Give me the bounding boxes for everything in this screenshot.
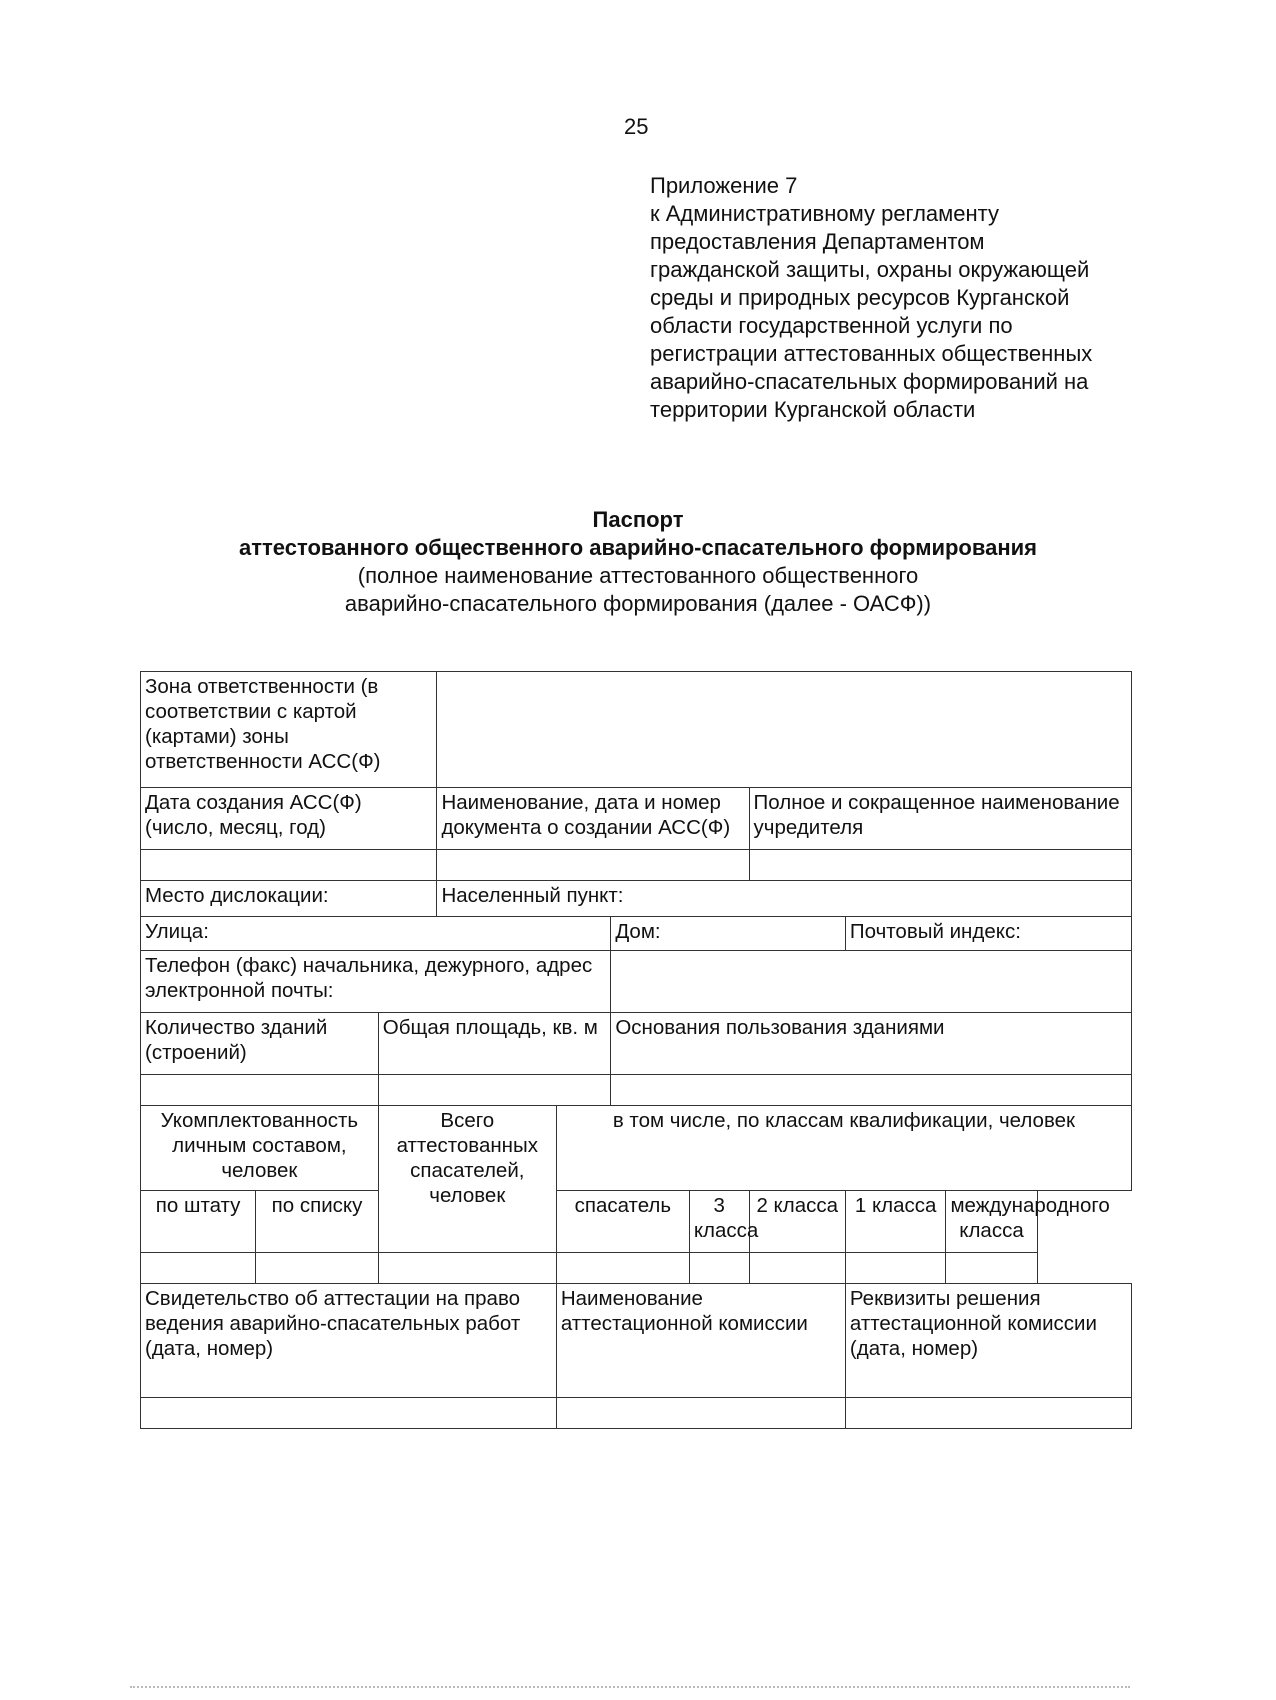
class2-value[interactable] [749, 1253, 845, 1284]
street-label: Улица: [141, 917, 611, 951]
creation-document-value[interactable] [437, 850, 749, 881]
appendix-line: территории Курганской области [650, 397, 976, 422]
page-number: 25 [624, 114, 649, 139]
document-title: Паспорт [592, 507, 684, 532]
certificate-label: Свидетельство об аттестации на право ведения аварийно-спасательных работ (дата, номер) [141, 1284, 557, 1398]
international-label: международного класса [946, 1191, 1037, 1253]
passport-table [140, 671, 1132, 1429]
postal-code-label: Почтовый индекс: [845, 917, 1131, 951]
creation-date-value[interactable] [141, 850, 437, 881]
commission-name-value[interactable] [556, 1398, 845, 1429]
phone-label: Телефон (факс) начальника, дежурного, адрес электронной почты: [141, 951, 611, 1013]
buildings-count-label: Количество зданий (строений) [141, 1013, 379, 1075]
rescuer-value[interactable] [556, 1253, 689, 1284]
scan-edge-line [130, 1686, 1130, 1690]
total-area-label: Общая площадь, кв. м [378, 1013, 611, 1075]
class1-label: 1 класса [845, 1191, 946, 1253]
buildings-count-value[interactable] [141, 1075, 379, 1106]
building-use-basis-label: Основания пользования зданиями [611, 1013, 1132, 1075]
zone-value-cell[interactable] [437, 672, 1132, 788]
appendix-line: области государственной услуги по [650, 313, 1013, 338]
by-staff-label: по штату [141, 1191, 256, 1253]
certificate-value[interactable] [141, 1398, 557, 1429]
location-label: Место дислокации: [141, 881, 437, 917]
settlement-label: Населенный пункт: [437, 881, 1132, 917]
total-certified-value[interactable] [378, 1253, 556, 1284]
commission-name-label: Наименование аттестационной комиссии [556, 1284, 845, 1398]
creation-date-label: Дата создания АСС(Ф) (число, месяц, год) [141, 788, 437, 850]
by-class-label: в том числе, по классам квалификации, человек [556, 1106, 1131, 1191]
by-list-value[interactable] [256, 1253, 379, 1284]
founder-label: Полное и сокращенное наименование учредителя [749, 788, 1131, 850]
by-staff-value[interactable] [141, 1253, 256, 1284]
appendix-line: к Административному регламенту [650, 201, 1000, 226]
description-line: аварийно-спасательного формирования (далее - ОАСФ)) [344, 591, 932, 616]
appendix-line: Приложение 7 [650, 173, 798, 198]
zone-label: Зона ответственности (в соответствии с картой (картами) зоны ответственности АСС(Ф) [141, 672, 437, 788]
class2-label: 2 класса [749, 1191, 845, 1253]
appendix-line: гражданской защиты, охраны окружающей [650, 257, 1090, 282]
international-value[interactable] [946, 1253, 1037, 1284]
appendix-line: среды и природных ресурсов Курганской [650, 285, 1070, 310]
appendix-header [650, 172, 1150, 424]
class3-label: 3 класса [689, 1191, 749, 1253]
founder-value[interactable] [749, 850, 1131, 881]
document-description [0, 562, 1276, 618]
creation-document-label: Наименование, дата и номер документа о создании АСС(Ф) [437, 788, 749, 850]
total-certified-label: Всего аттестованных спасателей, человек [378, 1106, 556, 1253]
appendix-line: предоставления Департаментом [650, 229, 985, 254]
building-use-basis-value[interactable] [611, 1075, 1132, 1106]
total-area-value[interactable] [378, 1075, 611, 1106]
rescuer-label: спасатель [556, 1191, 689, 1253]
by-list-label: по списку [256, 1191, 379, 1253]
class3-value[interactable] [689, 1253, 749, 1284]
house-label: Дом: [611, 917, 846, 951]
commission-decision-label: Реквизиты решения аттестационной комиссии (дата, номер) [845, 1284, 1131, 1398]
document-subtitle: аттестованного общественного аварийно-спасательного формирования [239, 535, 1037, 560]
commission-decision-value[interactable] [845, 1398, 1131, 1429]
appendix-line: аварийно-спасательных формирований на [650, 369, 1089, 394]
appendix-line: регистрации аттестованных общественных [650, 341, 1093, 366]
class1-value[interactable] [845, 1253, 946, 1284]
description-line: (полное наименование аттестованного общественного [357, 563, 919, 588]
phone-value-cell[interactable] [611, 951, 1132, 1013]
staffing-label: Укомплектованность личным составом, человек [141, 1106, 379, 1191]
